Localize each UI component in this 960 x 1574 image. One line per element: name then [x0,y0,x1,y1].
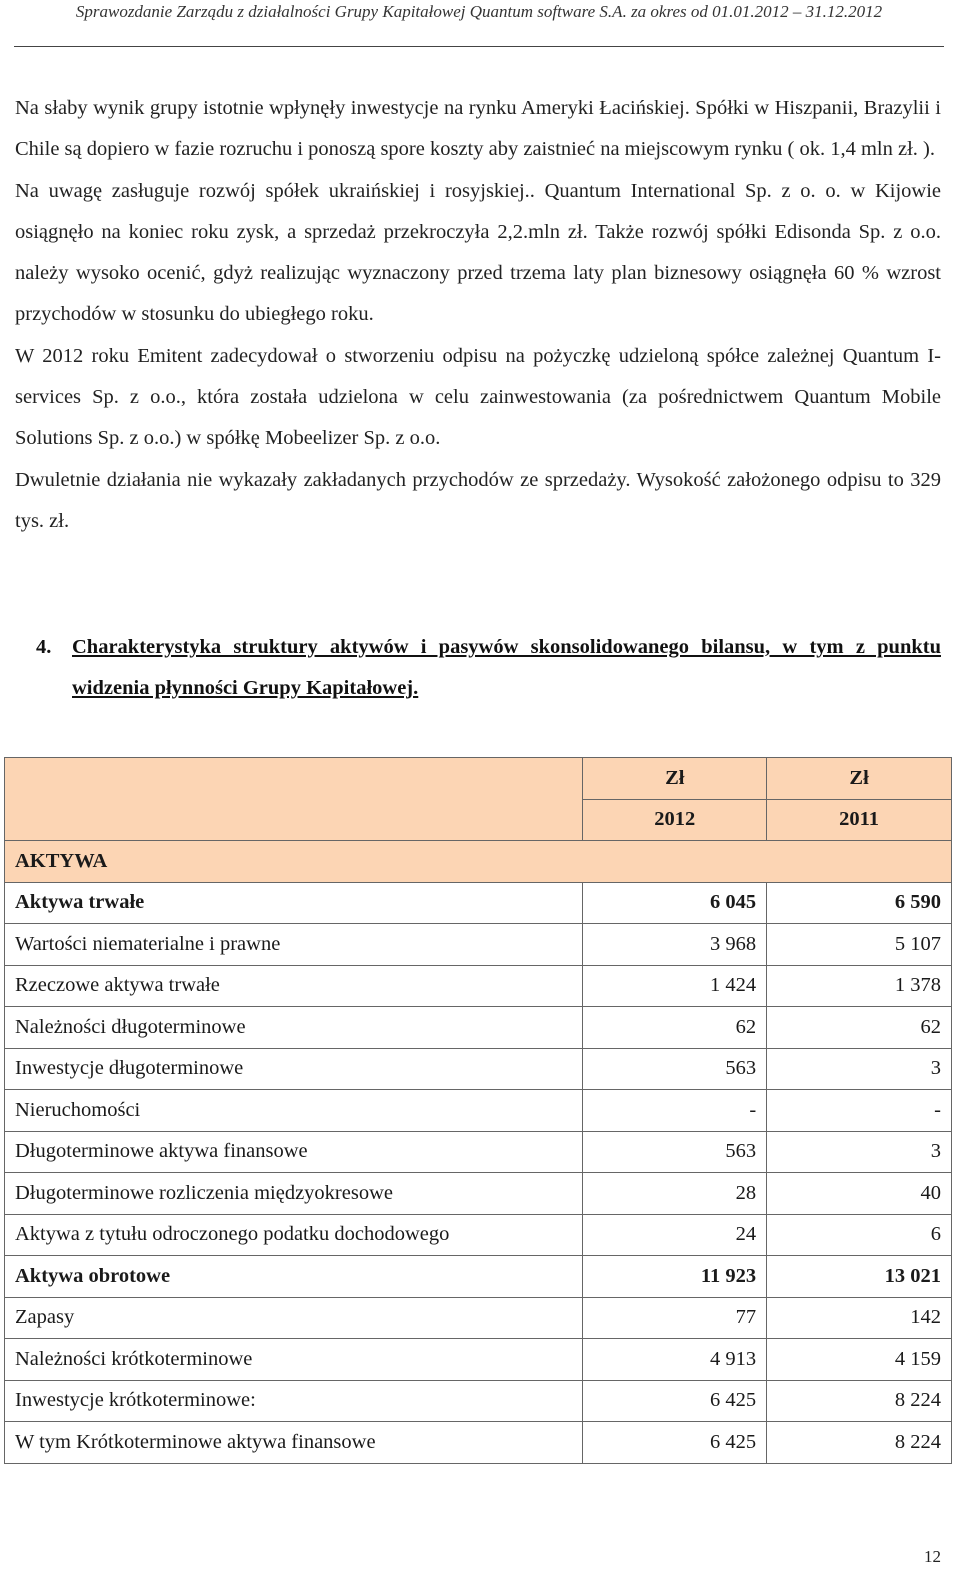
table-row [5,1090,952,1132]
row-label: Długoterminowe aktywa finansowe [5,1131,583,1173]
value-2012: 6 425 [583,1422,767,1464]
table-row [5,1339,952,1381]
year-2012: 2012 [583,799,767,841]
table-row [5,1131,952,1173]
page-number: 12 [924,1547,941,1566]
table-row [5,1297,952,1339]
table-row [5,1173,952,1215]
table-row [5,965,952,1007]
header-blank-cell [5,758,583,841]
value-2011: - [767,1090,952,1132]
value-2011: 8 224 [767,1422,952,1464]
row-label: Inwestycje krótkoterminowe: [5,1380,583,1422]
currency-2012: Zł [583,758,767,800]
value-2011: 142 [767,1297,952,1339]
value-2011: 6 [767,1214,952,1256]
value-2011: 6 590 [767,882,952,924]
balance-sheet-table [4,757,952,1464]
body-text [15,88,941,542]
table-row [5,1048,952,1090]
value-2012: 3 968 [583,924,767,966]
row-label: W tym Krótkoterminowe aktywa finansowe [5,1422,583,1464]
value-2011: 5 107 [767,924,952,966]
row-label: Należności krótkoterminowe [5,1339,583,1381]
value-2012: 28 [583,1173,767,1215]
paragraph: W 2012 roku Emitent zadecydował o stworzeniu odpisu na pożyczkę udzieloną spółce zależnej Quantum I-services Sp. z o.o., która została udzielona w celu zainwestowania (za pośrednictwem Quantum Mobile Solutions Sp. z o.o.) w spółkę Mobeelizer Sp. z o.o. [15,344,941,450]
table-row [5,1380,952,1422]
value-2011: 4 159 [767,1339,952,1381]
value-2012: 11 923 [583,1256,767,1298]
row-label: Aktywa trwałe [5,882,583,924]
section-heading [36,627,941,710]
aktywa-label: AKTYWA [5,841,952,883]
value-2012: 6 425 [583,1380,767,1422]
row-label: Rzeczowe aktywa trwałe [5,965,583,1007]
table-row [5,1007,952,1049]
value-2012: 563 [583,1131,767,1173]
row-label: Nieruchomości [5,1090,583,1132]
value-2011: 62 [767,1007,952,1049]
row-label: Aktywa obrotowe [5,1256,583,1298]
paragraph: Dwuletnie działania nie wykazały zakładanych przychodów ze sprzedaży. Wysokość założonego odpisu to 329 tys. zł. [15,468,941,532]
row-label: Wartości niematerialne i prawne [5,924,583,966]
value-2011: 13 021 [767,1256,952,1298]
row-label: Inwestycje długoterminowe [5,1048,583,1090]
currency-2011: Zł [767,758,952,800]
value-2011: 1 378 [767,965,952,1007]
row-label: Zapasy [5,1297,583,1339]
value-2011: 3 [767,1131,952,1173]
paragraph: Na uwagę zasługuje rozwój spółek ukraińskiej i rosyjskiej.. Quantum International Sp. z o. o. w Kijowie osiągnęło na koniec roku zysk, a sprzedaż przekroczyła 2,2.mln zł. Także rozwój spółki Edisonda Sp. z o.o. należy wysoko ocenić, gdyż realizując wyznaczony przed trzema laty plan biznesowy osiągnęła 60 % wzrost przychodów w stosunku do ubiegłego roku. [15,179,941,326]
report-title: Sprawozdanie Zarządu z działalności Grupy Kapitałowej Quantum software S.A. za okres od 01.01.2012 – 31.12.2012 [75,2,883,21]
table-row [5,1214,952,1256]
value-2011: 40 [767,1173,952,1215]
value-2012: 563 [583,1048,767,1090]
value-2012: 77 [583,1297,767,1339]
value-2011: 8 224 [767,1380,952,1422]
aktywa-row [5,841,952,883]
row-label: Należności długoterminowe [5,1007,583,1049]
section-title: Charakterystyka struktury aktywów i pasywów skonsolidowanego bilansu, w tym z punktu widzenia płynności Grupy Kapitałowej. [72,636,941,700]
value-2012: - [583,1090,767,1132]
value-2012: 4 913 [583,1339,767,1381]
table-row [5,1422,952,1464]
table-header-row [5,758,952,800]
table-row [5,1256,952,1298]
paragraph: Na słaby wynik grupy istotnie wpłynęły inwestycje na rynku Ameryki Łacińskiej. Spółki w Hiszpanii, Brazylii i Chile są dopiero w fazie rozruchu i ponoszą spore koszty aby zaistnieć na miejscowym rynku ( ok. 1,4 mln zł. ). [15,97,941,161]
table-row [5,882,952,924]
page-header [14,0,944,47]
value-2012: 24 [583,1214,767,1256]
row-label: Aktywa z tytułu odroczonego podatku dochodowego [5,1214,583,1256]
value-2012: 62 [583,1007,767,1049]
table-row [5,924,952,966]
value-2011: 3 [767,1048,952,1090]
value-2012: 6 045 [583,882,767,924]
value-2012: 1 424 [583,965,767,1007]
section-number: 4. [36,636,52,658]
row-label: Długoterminowe rozliczenia międzyokresowe [5,1173,583,1215]
year-2011: 2011 [767,799,952,841]
